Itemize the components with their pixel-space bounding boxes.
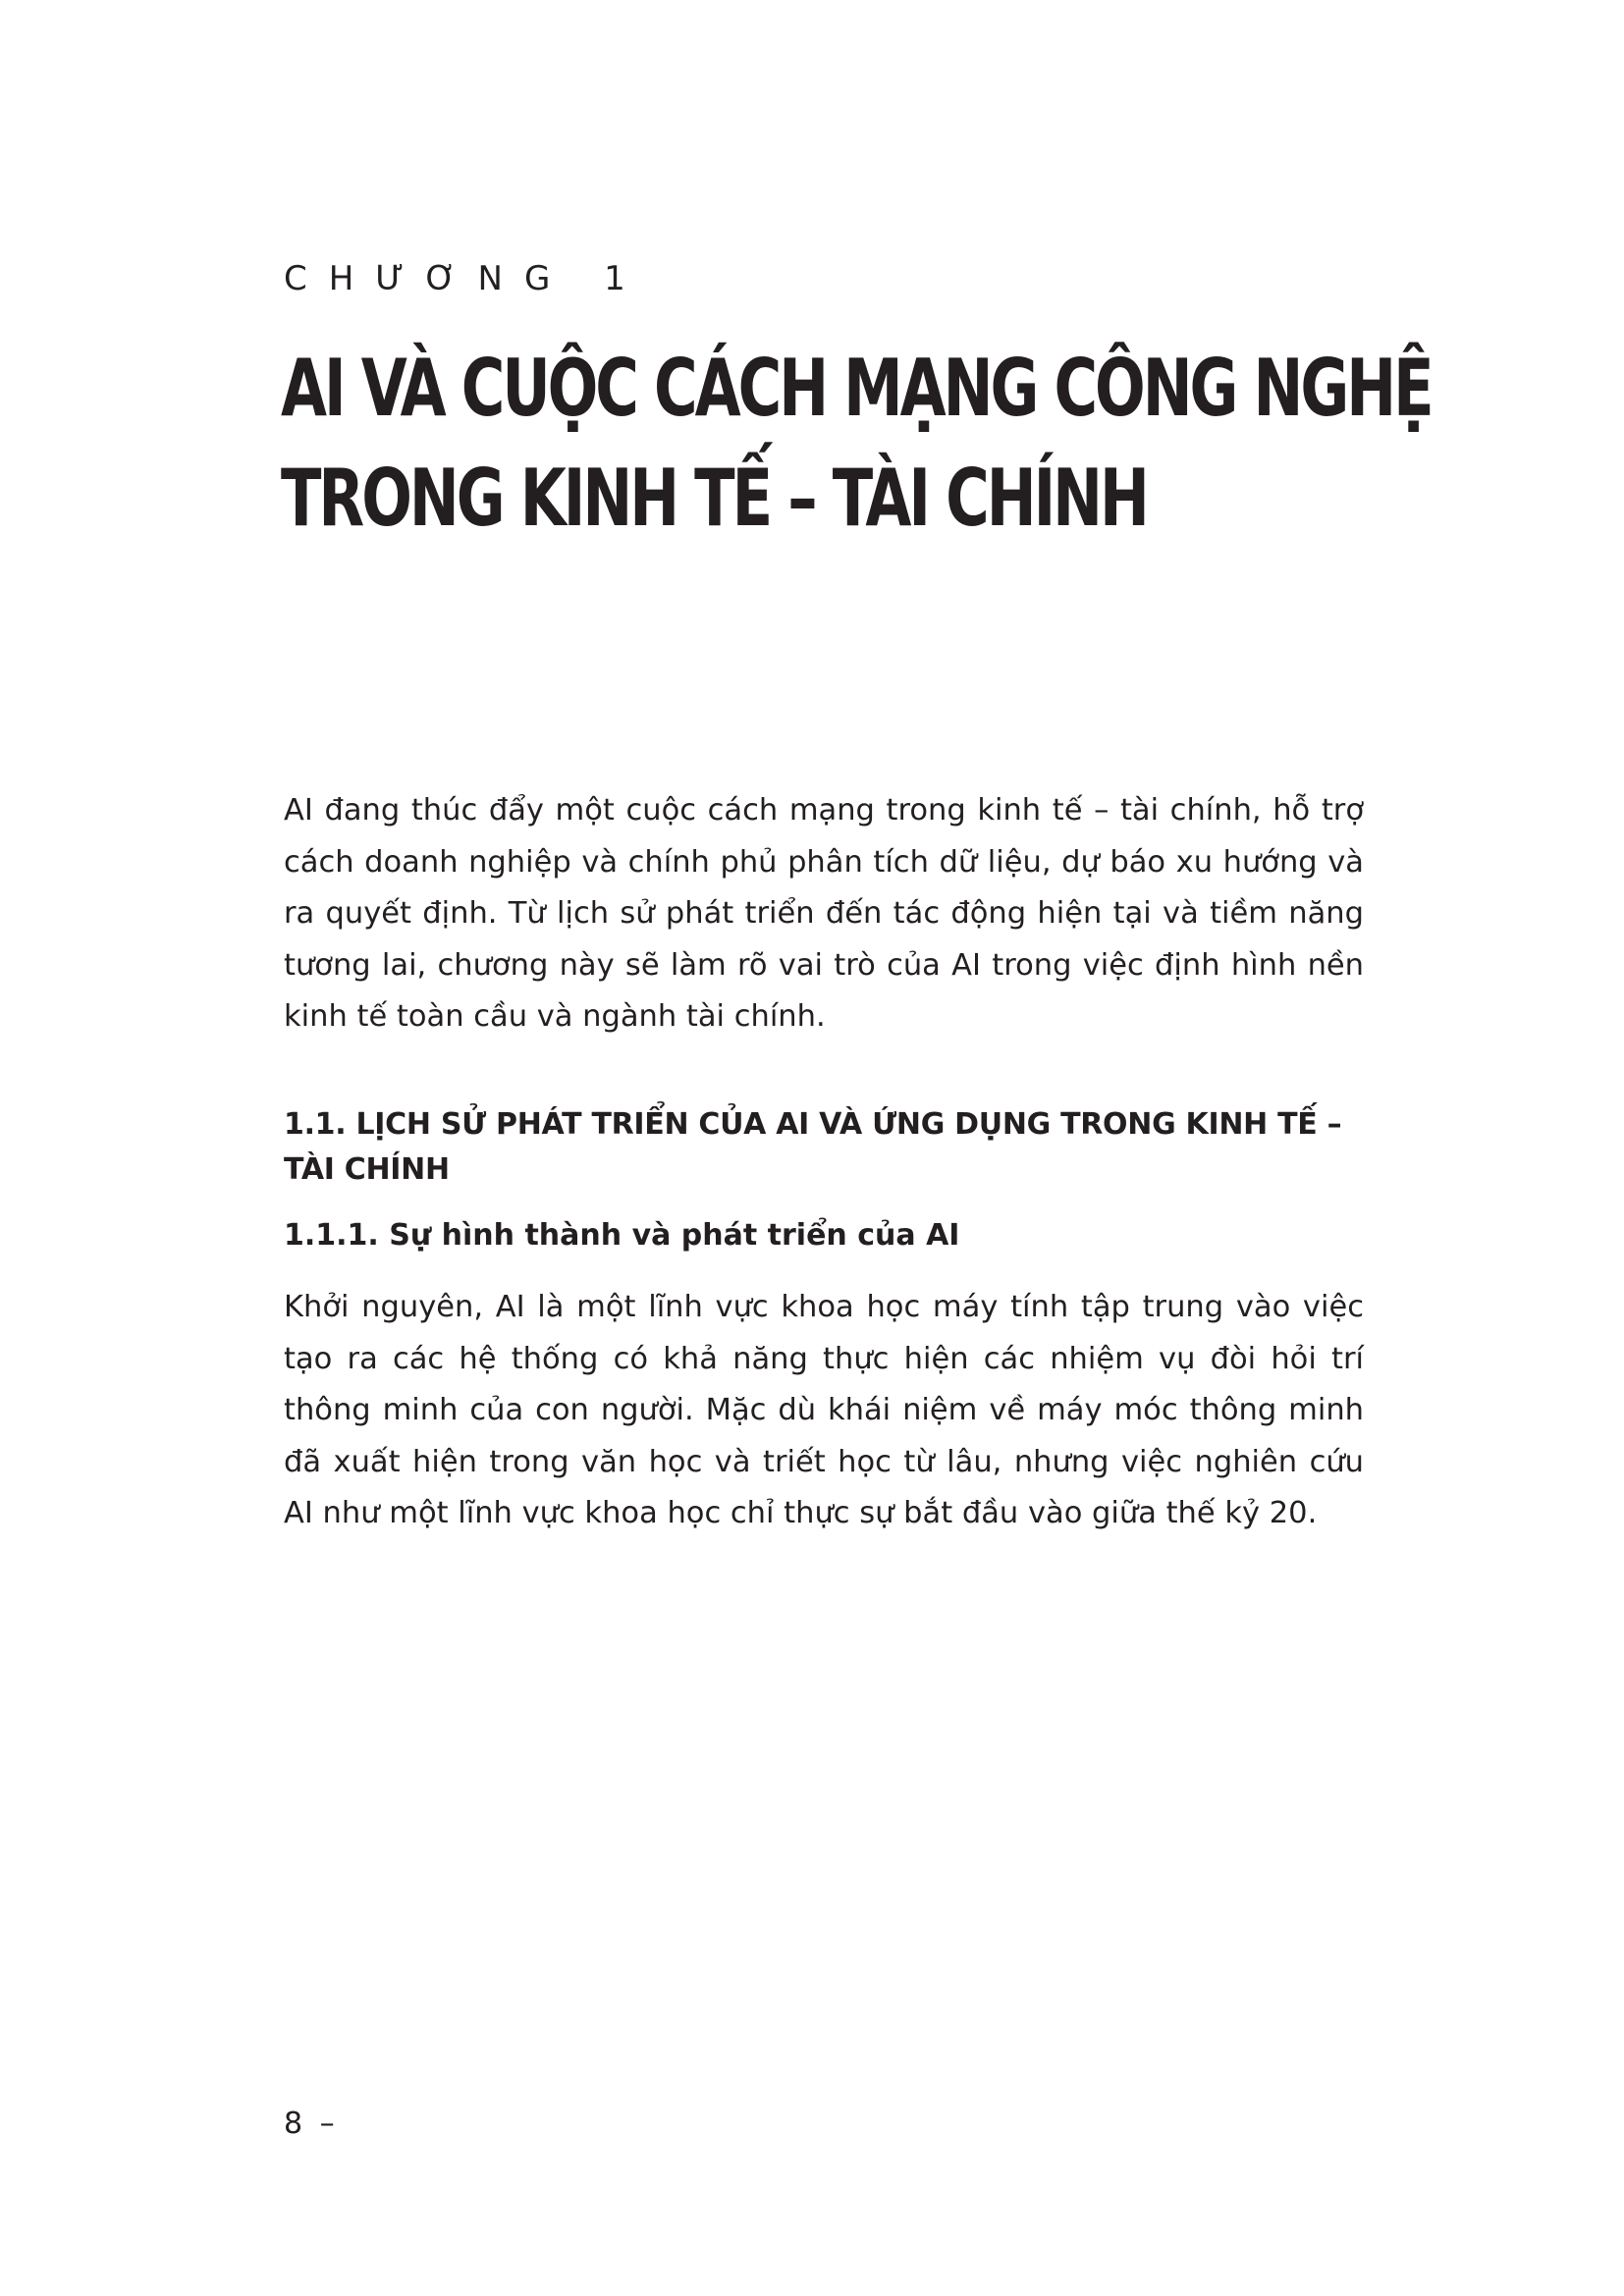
intro-paragraph: AI đang thúc đẩy một cuộc cách mạng trong kinh tế – tài chính, hỗ trợ cách doanh nghiệp và chính phủ phân tích dữ liệu, dự báo xu hướng và ra quyết định. Từ lịch sử phát triển đến tác động hiện tại và tiềm năng tương lai, chương này sẽ làm rõ vai trò của AI trong việc định hình nền kinh tế toàn cầu và ngành tài chính. — [284, 793, 1364, 1034]
page-number: 8 – — [284, 2107, 339, 2141]
chapter-label: CHƯƠNG 1 — [284, 259, 647, 298]
chapter-title-line-2: TRONG KINH TẾ – TÀI CHÍNH — [281, 453, 1147, 544]
section-heading: 1.1. LỊCH SỬ PHÁT TRIỂN CỦA AI VÀ ỨNG DỤNG TRONG KINH TẾ – TÀI CHÍNH — [284, 1107, 1342, 1187]
body-paragraph: Khởi nguyên, AI là một lĩnh vực khoa học máy tính tập trung vào việc tạo ra các hệ thống có khả năng thực hiện các nhiệm vụ đòi hỏi trí thông minh của con người. Mặc dù khái niệm về máy móc thông minh đã xuất hiện trong văn học và triết học từ lâu, nhưng việc nghiên cứu AI như một lĩnh vực khoa học chỉ thực sự bắt đầu vào giữa thế kỷ 20. — [284, 1290, 1364, 1530]
chapter-title — [281, 334, 1432, 554]
subsection-heading: 1.1.1. Sự hình thành và phát triển của AI — [284, 1218, 960, 1253]
chapter-title-line-1: AI VÀ CUỘC CÁCH MẠNG CÔNG NGHỆ — [281, 343, 1432, 434]
